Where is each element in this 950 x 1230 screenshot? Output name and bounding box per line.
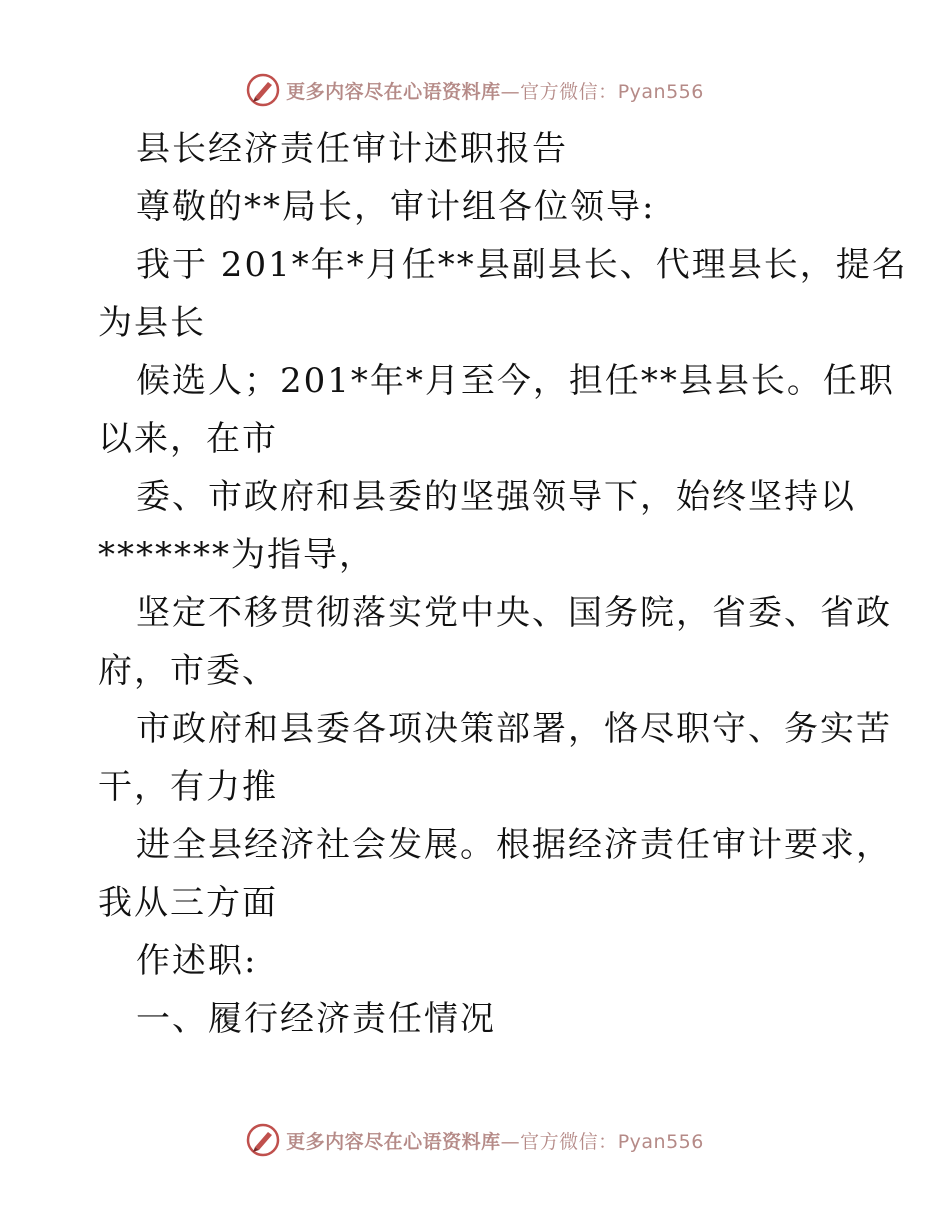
paragraph-line: 市政府和县委各项决策部署，恪尽职守、务实苦 bbox=[136, 709, 892, 749]
paragraph-line: 府，市委、 bbox=[98, 651, 278, 691]
section-heading: 一、履行经济责任情况 bbox=[136, 999, 496, 1039]
paragraph-line: 我从三方面 bbox=[98, 883, 278, 923]
paragraph-line: 作述职: bbox=[136, 941, 258, 981]
paragraph-line: 我于 201*年*月任**县副县长、代理县长，提名 bbox=[136, 245, 908, 285]
paragraph-line: 委、市政府和县委的坚强领导下，始终坚持以 bbox=[136, 477, 856, 517]
salutation: 尊敬的**局长，审计组各位领导: bbox=[136, 187, 656, 227]
paragraph-line: 进全县经济社会发展。根据经济责任审计要求， bbox=[136, 825, 892, 865]
paragraph-line: 以来，在市 bbox=[98, 419, 278, 459]
document-title: 县长经济责任审计述职报告 bbox=[136, 129, 568, 169]
pen-logo-icon bbox=[246, 1123, 280, 1157]
paragraph-line: 干，有力推 bbox=[98, 767, 278, 807]
watermark-text: 更多内容尽在心语资料库—官方微信：Pyan556 bbox=[286, 80, 704, 103]
document-body bbox=[98, 120, 908, 1048]
paragraph-line: 为县长 bbox=[98, 303, 206, 343]
paragraph-line: 候选人；201*年*月至今，担任**县县长。任职 bbox=[136, 361, 895, 401]
footer-watermark bbox=[0, 1120, 950, 1160]
header-watermark bbox=[0, 70, 950, 110]
pen-logo-icon bbox=[246, 73, 280, 107]
watermark-text: 更多内容尽在心语资料库—官方微信：Pyan556 bbox=[286, 1130, 704, 1153]
paragraph-line: *******为指导， bbox=[98, 535, 375, 575]
paragraph-line: 坚定不移贯彻落实党中央、国务院，省委、省政 bbox=[136, 593, 892, 633]
